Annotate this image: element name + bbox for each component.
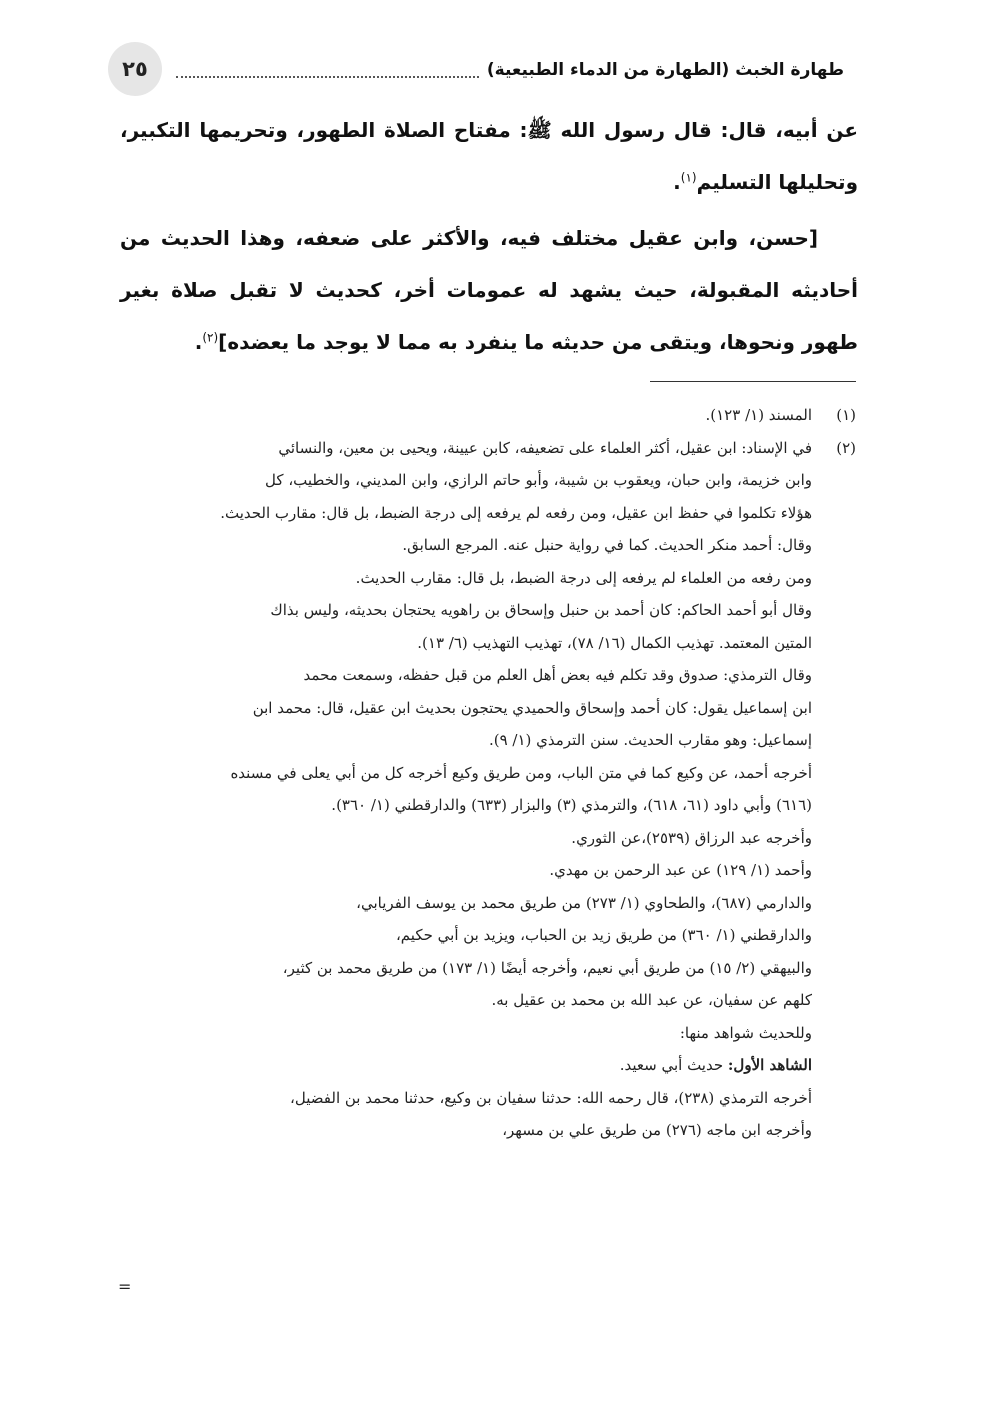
hadith-end: .: [673, 170, 681, 194]
footnote-line: والدارقطني (١/ ٣٦٠) من طريق زيد بن الحباب، ويزيد بن أبي حكيم،: [395, 926, 812, 944]
footnote-line: وأحمد (١/ ١٢٩) عن عبد الرحمن بن مهدي.: [549, 861, 812, 879]
grading-end: .: [194, 330, 203, 354]
footnote-line: والبيهقي (٢/ ١٥) من طريق أبي نعيم، وأخرجه أيضًا (١/ ١٧٣) من طريق محمد بن كثير،: [282, 958, 812, 977]
witness-text: حديث أبي سعيد.: [619, 1056, 728, 1074]
footnote-line: ومن رفعه من العلماء لم يرفعه إلى درجة الضبط، بل قال: مقارب الحديث.: [355, 568, 812, 587]
footnote-line: هؤلاء تكلموا في حفظ ابن عقيل، ومن رفعه لم يرفعه إلى درجة الضبط، بل قال: مقارب الحديث.: [220, 503, 812, 522]
footnote-line: (٦١٦) وأبي داود (٦١، ٦١٨)، والترمذي (٣) والبزار (٦٣٣) والدارقطني (١/ ٣٦٠).: [331, 796, 812, 814]
paragraph-grading: [120, 212, 858, 368]
footnote-line: أخرجه أحمد، عن وكيع كما في متن الباب، ومن طريق وكيع أخرجه كل من أبي يعلى في مسنده: [230, 763, 812, 782]
running-title: طهارة الخبث (الطهارة من الدماء الطبيعية): [486, 60, 844, 80]
footnote-line: كلهم عن سفيان، عن عبد الله بن محمد بن عقيل به.: [491, 991, 812, 1009]
footnote-line: أخرجه الترمذي (٢٣٨)، قال رحمه الله: حدثنا سفيان بن وكيع، حدثنا محمد بن الفضيل،: [290, 1088, 812, 1107]
footnote-line: وابن خزيمة، وابن حبان، ويعقوب بن شيبة، وأبو حاتم الرازي، وابن المديني، والخطيب، كل: [265, 471, 812, 489]
footnote-line: وقال أبو أحمد الحاكم: كان أحمد بن حنبل وإسحاق بن راهويه يحتجان بحديثه، وليس بذاك: [270, 601, 812, 619]
footnote-ref-2[interactable]: (٢): [202, 330, 219, 345]
footnote-1-number: (١): [836, 406, 856, 424]
footnote-2: [116, 432, 856, 1147]
page-number: ٢٥: [108, 42, 162, 96]
footnote-2-number: (٢): [836, 438, 856, 457]
footnotes: [116, 399, 856, 1147]
footnote-1-text: المسند (١/ ١٢٣).: [705, 406, 812, 424]
hadith-text: عن أبيه، قال: قال رسول الله ﷺ: مفتاح الصلاة الطهور، وتحريمها التكبير، وتحليلها التسليم: [120, 118, 858, 194]
footnote-line: وللحديث شواهد منها:: [679, 1023, 812, 1042]
running-header: [176, 54, 844, 86]
leader-dots: [176, 62, 479, 78]
witness-label: الشاهد الأول:: [727, 1056, 812, 1074]
footnote-line: ابن إسماعيل يقول: كان أحمد وإسحاق والحميدي يحتجون بحديث ابن عقيل، قال: محمد ابن: [252, 698, 812, 717]
footnote-line: وقال: أحمد منكر الحديث. كما في رواية حنبل عنه. المرجع السابق.: [402, 536, 812, 554]
footnote-line: وقال الترمذي: صدوق وقد تكلم فيه بعض أهل العلم من قبل حفظه، وسمعت محمد: [303, 666, 812, 684]
footnote-1: [116, 399, 856, 432]
main-text: [120, 104, 858, 368]
footnote-line: والدارمي (٦٨٧)، والطحاوي (١/ ٢٧٣) من طريق محمد بن يوسف الفريابي،: [356, 893, 812, 912]
witness-line: [116, 1049, 812, 1082]
footnote-line: في الإسناد: ابن عقيل، أكثر العلماء على تضعيفه، كابن عيينة، ويحيى بن معين، والنسائي: [278, 438, 812, 457]
footnote-2-body: [116, 432, 812, 1147]
footnote-ref-1[interactable]: (١): [680, 170, 697, 185]
footnote-line: وأخرجه عبد الرزاق (٢٥٣٩)،عن الثوري.: [571, 828, 812, 847]
paragraph-hadith: [120, 104, 858, 208]
continuation-mark: =: [118, 1277, 132, 1296]
grading-text: [حسن، وابن عقيل مختلف فيه، والأكثر على ضعفه، وهذا الحديث من أحاديثه المقبولة، حيث يشهد له عمومات أخر، كحديث لا تقبل صلاة بغير طهور ونحوها، ويتقى من حديثه ما ينفرد به مما لا يوجد ما يعضده]: [120, 226, 858, 354]
footnote-line: إسماعيل: وهو مقارب الحديث. سنن الترمذي (١/ ٩).: [488, 731, 812, 749]
footnote-separator: [650, 381, 856, 382]
footnote-line: المتين المعتمد. تهذيب الكمال (١٦/ ٧٨)، تهذيب التهذيب (٦/ ١٣).: [417, 633, 812, 652]
footnote-line: وأخرجه ابن ماجه (٢٧٦) من طريق علي بن مسهر،: [502, 1121, 812, 1139]
